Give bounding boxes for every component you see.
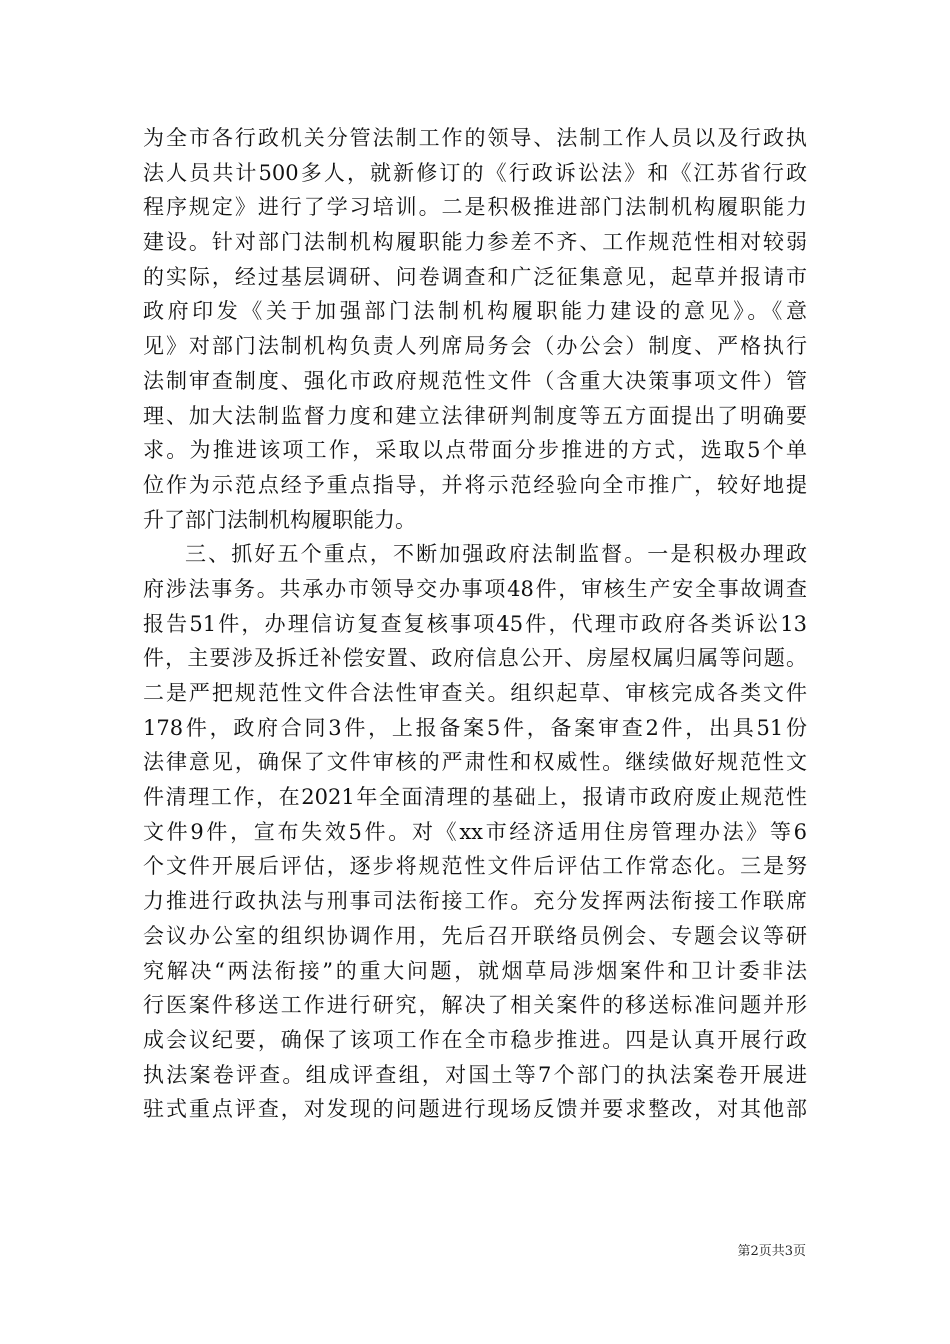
paragraph-1 bbox=[143, 121, 807, 537]
text-line: 成会议纪要，确保了该项工作在全市稳步推进。四是认真开展行政 bbox=[143, 1027, 807, 1052]
text-line: 二是严把规范性文件合法性审查关。组织起草、审核完成各类文件 bbox=[143, 681, 807, 705]
text-line: 见》对部门法制机构负责人列席局务会（办公会）制度、严格执行 bbox=[143, 334, 807, 359]
text-line: 文件9件，宣布失效5件。对《xx市经济适用住房管理办法》等6 bbox=[143, 819, 807, 844]
text-line: 件清理工作，在2021年全面清理的基础上，报请市政府废止规范性 bbox=[143, 785, 807, 810]
text-line: 驻式重点评查，对发现的问题进行现场反馈并要求整改，对其他部 bbox=[143, 1097, 807, 1122]
text-line: 执法案卷评查。组成评查组，对国土等7个部门的执法案卷开展进 bbox=[143, 1062, 807, 1087]
text-line: 178件，政府合同3件，上报备案5件，备案审查2件，出具51份 bbox=[143, 715, 807, 740]
text-line: 法律意见，确保了文件审核的严肃性和权威性。继续做好规范性文 bbox=[143, 750, 807, 775]
text-line: 府涉法事务。共承办市领导交办事项48件，审核生产安全事故调查 bbox=[143, 576, 807, 601]
text-line: 法制审查制度、强化市政府规范性文件（含重大决策事项文件）管 bbox=[143, 368, 807, 393]
text-line: 力推进行政执法与刑事司法衔接工作。充分发挥两法衔接工作联席 bbox=[143, 889, 807, 914]
text-line: 法人员共计500多人，就新修订的《行政诉讼法》和《江苏省行政 bbox=[143, 160, 807, 185]
text-line: 的实际，经过基层调研、问卷调查和广泛征集意见，起草并报请市 bbox=[143, 264, 807, 289]
text-line: 会议办公室的组织协调作用，先后召开联络员例会、专题会议等研 bbox=[143, 923, 807, 948]
text-line: 为全市各行政机关分管法制工作的领导、法制工作人员以及行政执 bbox=[143, 126, 807, 150]
text-line: 升了部门法制机构履职能力。 bbox=[143, 507, 416, 532]
text-line: 个文件开展后评估，逐步将规范性文件后评估工作常态化。三是努 bbox=[143, 854, 807, 879]
text-line: 行医案件移送工作进行研究，解决了相关案件的移送标准问题并形 bbox=[143, 993, 807, 1018]
page-number: 第2页共3页 bbox=[737, 1244, 806, 1259]
text-line: 件，主要涉及拆迁补偿安置、政府信息公开、房屋权属归属等问题。 bbox=[143, 646, 807, 671]
paragraph-2 bbox=[143, 537, 807, 1127]
text-line: 三、抓好五个重点，不断加强政府法制监督。一是积极办理政 bbox=[185, 542, 807, 567]
text-line: 建设。针对部门法制机构履职能力参差不齐、工作规范性相对较弱 bbox=[143, 230, 807, 255]
text-line: 程序规定》进行了学习培训。二是积极推进部门法制机构履职能力 bbox=[143, 195, 807, 220]
text-line: 求。为推进该项工作，采取以点带面分步推进的方式，选取5个单 bbox=[143, 438, 807, 463]
document-body bbox=[143, 121, 807, 1127]
text-line: 理、加大法制监督力度和建立法律研判制度等五方面提出了明确要 bbox=[143, 403, 807, 428]
text-line: 报告51件，办理信访复查复核事项45件，代理市政府各类诉讼13 bbox=[143, 611, 807, 636]
text-line: 政府印发《关于加强部门法制机构履职能力建设的意见》。《意 bbox=[143, 299, 807, 324]
text-line: 究解决“两法衔接”的重大问题，就烟草局涉烟案件和卫计委非法 bbox=[143, 958, 807, 983]
text-line: 位作为示范点经予重点指导，并将示范经验向全市推广，较好地提 bbox=[143, 472, 807, 497]
